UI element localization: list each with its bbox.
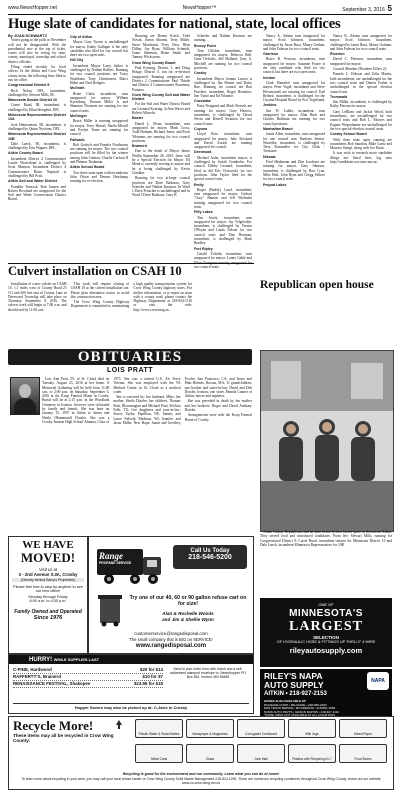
open-house-photo xyxy=(260,350,394,532)
hours-intro: Please feel free to stop by anytime to see our new office! xyxy=(13,585,83,593)
refuse-cart-icon xyxy=(97,593,125,627)
race-heading: Trommald xyxy=(330,94,348,99)
mn-ad-line-2: MINNESOTA'S xyxy=(289,608,363,619)
race-text: Lloyd Brix, incumbent, runs unopposed for mayor. Julie Stockard and David Zoradi are running unopposed for council. xyxy=(194,132,252,150)
race-heading: Aitkin School Board xyxy=(70,165,105,170)
race-text: Nancy A. Adams runs unopposed for mayor. Scott Johnson, incumbent, challenged by Jason Baca, Maury Grahan, and John Fuleson for two council seats. xyxy=(263,34,325,51)
race-text: Council Member (Borderer Effect 2): xyxy=(333,67,387,72)
race-heading: Minnesota Representative District 10A xyxy=(8,113,66,122)
we-have-moved-ad xyxy=(8,536,88,654)
riley-title-2: AUTO SUPPLY xyxy=(264,680,324,690)
race-heading: Brainerd xyxy=(132,144,147,149)
hours-days: Monday through Friday xyxy=(28,595,68,599)
race-heading: Ironton xyxy=(263,75,276,80)
recycle-bin-item: Plastic Water & Soda Bottles xyxy=(135,719,183,738)
recycle-bin-item: Newspaper & Magazines xyxy=(186,719,234,738)
range-disposal-ad xyxy=(88,536,254,654)
range-owners-1: Alan & Rochelle Woods xyxy=(162,611,214,616)
race-text: Patty Norgaard and Mark Wessels are running for mayor. Gary Heacox, incumbent, is challenged by David Nevin and Darrell Swanton for two council seats. xyxy=(194,104,252,126)
race-text: Pamela L. Dobson and Zelia Martin, both incumbents, are unchallenged for the two council seats and Denise Fraher is unchallenged in the special election council seat. xyxy=(330,72,392,94)
riley-location-line: D&S TRUCK REPAIR • MCGREGOR • 218-851-1555 xyxy=(264,706,336,711)
culvert-paragraph: The Crow Wing County Highway Department is committed to maintaining a high quality transportation system for Crow Wing County highway users. For further information, or to report an issue with a county road, please contact the Highway Department at 218-824-1110 or visit the web: http://www.crowwing.us. xyxy=(70,282,192,312)
range-phone: 218-546-5200 xyxy=(188,554,232,561)
story-paragraph: Running are Bonny Kotch, Todd Novak, Aaron Abrams, Terry Miller, Steve Marchand, Terry Ness, Blair Dillon, Jay Ryan, William Schmidt, Grant Sherman, Brian Smith and Tammy Wickstrom. xyxy=(132,34,190,60)
race-heading: Jenkins xyxy=(263,103,277,108)
recycle-bin-item: Glass xyxy=(186,744,234,763)
race-heading: Minnesota Senate District 10 xyxy=(8,98,57,103)
office-address: 3 - 2nd Avenue S.W., Crosby xyxy=(18,572,78,577)
range-email[interactable]: customerservice@rangedisposal.com xyxy=(134,631,208,636)
visit-us-text: Visit us at xyxy=(38,567,58,572)
range-offer: Try one of our 40, 60 or 90 gallon refuse cart on for size! xyxy=(129,595,247,607)
story-column-3 xyxy=(132,34,190,262)
race-heading: Congressional District 8 xyxy=(8,83,50,88)
mn-ad-line-3: LARGEST xyxy=(289,619,363,634)
address-note: (Directly behind Barry's Properties) xyxy=(12,578,84,582)
race-text: Brian Clark, incumbent, runs unopposed for mayor. William Kyrenberg, Thomas Miller Jr. and Shannon Thomsen are running for two council seats. xyxy=(70,91,128,113)
race-heading: Fifty Lakes xyxy=(194,210,213,215)
recycle-slogan: Recycling is good for the environment and our community. Learn what you can do at home! xyxy=(122,772,280,776)
recycle-bin-item: Corrugated Cardboard xyxy=(237,719,285,738)
coupon-item: C-PINE, Hardwood xyxy=(13,667,52,672)
race-text: Nancy K. Adams runs unopposed for mayor. Scott Johnson, incumbent, challenged by Jason Baca, Maury Graham, and John Fuleson for two council seats. xyxy=(330,34,392,51)
issue-date: September 3, 2016 xyxy=(342,6,385,13)
race-text: Incumbent Mayor Jeanna Larsen is challenged by Jim Hunter and Daisy Rue. Running for council are Ron Fruchter, incumbent, Roger Benzikes, Jim Tuttor and Ed Vilandre. xyxy=(194,76,252,98)
range-website[interactable]: www.rangedisposal.com xyxy=(135,643,207,649)
race-text: Running for two at-large council positions are Dave Badeaux, Gary Scheeler and Nathan Knutson. In Ward 1 Dave Pritschet is unchallenged and in Ward 3 Dave Badeaux. Gary R. xyxy=(132,176,190,198)
recycle-info: To learn more about recycling in your area, you may call your local refuse hauler or Crow Wing County Solid Waste Management 218-824-1290. There are numerous recycling containers throughout Crow Wing County, check out our website www.co.crow-wing.mn.us xyxy=(21,777,381,785)
recycle-bin-item: Milk Jugs xyxy=(288,719,336,738)
race-heading: Nisswa xyxy=(263,154,276,159)
obituary-photo xyxy=(10,377,40,415)
coupon-row xyxy=(13,681,163,688)
race-text: Gerald Tschida, incumbent, runs unopposed for mayor. Lonny Gable and two council seats. xyxy=(194,251,252,269)
republican-headline: Republican open house xyxy=(260,279,374,291)
culvert-body xyxy=(8,282,192,346)
race-heading: Garrison xyxy=(263,52,278,57)
main-headline: Huge slate of candidates for national, state, local offices xyxy=(8,16,341,32)
riley-locations xyxy=(264,700,388,716)
since-year-text: Since 1976 xyxy=(33,615,63,621)
recycle-subtitle: These items may all be recycled in Crow Wing County: xyxy=(13,733,114,744)
race-text: Jim Miller, incumbent, is challenged by Kathy Pierson for mayor. xyxy=(330,100,392,109)
race-text: Carrie Ruud, IR, incumbent, is challenged by Ellan Stenglein, DFL. xyxy=(8,103,66,112)
coupon-item: RAFFERTY'S, Brainerd xyxy=(13,674,61,679)
coupon-price: $23.95 for $15 xyxy=(133,681,163,686)
race-heading: Palisade xyxy=(70,137,85,142)
obituary-paragraph: Arrangements were with the Koop Funeral Home of Crosby. xyxy=(184,413,252,422)
family-owned-text: Family Owned and Operated xyxy=(14,609,82,615)
race-heading: Cuyuna xyxy=(194,126,208,131)
we-have-heading: WE HAVE xyxy=(22,539,74,551)
race-heading: Fort Ripley xyxy=(194,246,213,251)
race-text: Tim Anick, incumbent, runs unopposed for mayor. Jay Velgersdyk, incumbent, is challenged by Vernon O'Bryan and Linda Nelson for two council seats and Dan Brennan, incumbent, is challenged by Mark Bradley. xyxy=(194,215,252,246)
race-heading: Baxter xyxy=(132,116,144,121)
race-heading: McGrath xyxy=(70,86,85,91)
race-heading: Breezy Point xyxy=(194,43,216,48)
race-text: Incumbent Mayor Larry Sather is challenged by Nathan Rollins. Running for two council positions are Tracy Washburn, Terry Christensen, Marci Holm and Neal Rodgers. xyxy=(70,63,128,85)
race-text: With three seats open, running are incumbents Bob Saindon, Mike Goetz and Maurice Stengl, along with Joe Dunn. xyxy=(330,137,392,151)
race-heading: Hill City xyxy=(70,58,84,63)
race-heading: Manhattan Beach xyxy=(263,126,293,131)
mn-ad-line-4: SELECTION xyxy=(313,635,339,640)
race-text: Due to the death of Mayor James Wallin September 26, 2015, there will be a Special Election for Mayor. Ed Menk is currently serving as mayor and he is being challenged by Kevin Goedker. xyxy=(132,149,190,175)
race-text: Dale Lueck, IR, incumbent, is challenged by Erin Wagner, DFL. xyxy=(8,141,66,151)
race-heading: McGregor xyxy=(70,114,87,119)
coupon-price: $20 for $14 xyxy=(140,667,163,672)
site-url[interactable]: www.NewsHopper.net xyxy=(8,5,57,11)
culvert-headline: Culvert installation on CSAH 10 xyxy=(8,264,182,278)
riley-location-line: HOSES ALSO AVAILABLE AT: xyxy=(264,699,307,703)
call-us-label: Call Us Today xyxy=(190,548,230,554)
recycle-icon xyxy=(113,719,125,731)
riley-location-line: *SOME SIZES NOT AVAILABLE AT ALL LOCATIONS xyxy=(264,713,336,716)
race-text: Franklin Turnock, Bob Janzen and Robert Rowland are unopposed for the Soil and Water Conservation District Board. xyxy=(8,184,66,202)
paper-name: NewsHopper™ xyxy=(182,5,217,11)
hopper-savers-ad xyxy=(8,654,254,714)
lead-paragraph: Voters going to the polls in November will not be disappointed. With the presidential race at the top of ticket, voters will also be voting for state, county, municipal, township and school district officials. xyxy=(8,38,66,64)
republican-caption: Aitkin County Republicans had an open house in their leased space in downtown Aitkin. They served food and introduced candidates. From left: Stewart Mills, running for Congressional District 8; Carrie Ruud, incumbent senator for Minnesota District 10 and Dale Lueck, incumbent Minnesota Representative for 10B. xyxy=(260,530,392,547)
obituary-name: LOIS PRATT xyxy=(106,367,154,374)
race-text: Gary LeBlanc and Jackie Wood, both incumbents, are unchallenged for two council seats and Bob L. Moores and Eugene Wegenhamer are unchallenged for the two special election council seats. xyxy=(330,109,392,131)
race-text: Roger (Buddy) Lund, incumbent, runs unopposed for mayor. Gerhart "Gary" Hansen and Jeff Wielinski running unopposed for two council seats. xyxy=(194,187,252,209)
race-text: For the Soil and Water District Board are Leonard Koering, JoAnn Waver and Robert Albrecht. xyxy=(132,102,190,116)
recycle-bin-item: Plastics with Recycling #1-7 xyxy=(288,744,336,763)
race-heading: Crosby School Board xyxy=(330,132,367,137)
folio-rule xyxy=(8,14,392,15)
culvert-paragraph: Installation of a new culvert on CSAH 10, 1.1 miles west of County Road 25 111 and 200 feet east of County Lane in Deerwood Township will take place on Thursday, September 8, 2016. The culvert work will begin at 7:00 a.m. and should end by 11:00 a.m. xyxy=(8,282,67,312)
race-heading: Aitkin County Board xyxy=(8,151,43,156)
coupon-item: RENAISSANCE FESTIVAL, Shakopee xyxy=(13,681,91,686)
hurry-sub: WHILE SUPPLIES LAST xyxy=(53,657,100,662)
race-heading: Crow Wing County Soil and Water District xyxy=(132,92,190,102)
race-text: Incumbent District 2 Commissioner Laurie Westerlund is challenged by Scott Mattson. Incumbent District 4 Commissioner Brian Napstad is challenged by Bill Pratt. xyxy=(8,156,66,178)
coupon-row xyxy=(13,667,163,674)
race-heading: Riverton xyxy=(330,52,345,57)
race-text: David C. Peterson, incumbent, runs unopposed for mayor. xyxy=(330,57,392,66)
race-text: Jim W. Lukke, incumbent, runs unopposed for mayor. Alan Harti and Charles Hoffman are running for two council positions. xyxy=(263,108,325,126)
range-slogan: The small company that is BIG on SERVICE! xyxy=(129,637,213,642)
obituary-body xyxy=(42,377,252,533)
range-brand: Range xyxy=(99,551,124,561)
riley-website[interactable]: rileyautosupply.com xyxy=(289,646,363,655)
page-number: 5 xyxy=(387,3,392,13)
story-column-5 xyxy=(263,34,325,274)
race-text: Fred Heidmann and Don Jacobsen are running for mayor. Gary Johnson, incumbent, is challenged by Ron Cruz, Mike Holt, John Ryan and Gregg Sellner for two council seats. xyxy=(263,160,325,182)
riley-location-line: PALISADE COOP • PALISADE • 218-845-2333 xyxy=(264,702,327,707)
hours-times: 8:00 a.m. to 4:30 p.m. xyxy=(29,599,67,603)
race-text: Jamis Allen, incumbent, runs unopposed for one council seat. Barbara Jensen-Wurretke, incumbent, is challenged by Terry Kimmeller for City Clerk - Treasurer. xyxy=(263,132,325,154)
story-column-4 xyxy=(194,34,252,344)
lead-paragraph: Filing ended recently for local offices. In the Aitkin and Crow Wing county areas, the following have filed to run for office. xyxy=(8,65,66,82)
race-text: Clark Hamdorf runs unopposed for mayor. Peter Vogel, incumbent and Steve Hevenstraeft are running for council. Earl Bedard, incumbent, is challenged for the Cuyuna Hospital Board by Eric Vogelsand. xyxy=(263,80,325,103)
race-text: Rick Nolan, DFL, incumbent, challenged by Stewart Mills, IR. xyxy=(8,88,66,97)
race-heading: Emily xyxy=(194,182,204,187)
culvert-paragraph: This work will require closing of CSAH 10 at the culvert installation site. Please plan alternative routes to avoid this construction area. xyxy=(70,282,130,299)
coupon-price: $10 for $7 xyxy=(142,674,163,679)
obituary-paragraph: She was preceded in death by her mother and her brothers: Roger and David Anthony Dotzler. xyxy=(184,399,252,413)
race-text: Josh Heintzeman, IR, incumbent, is challenged by Quinn Nystrom, DFL. xyxy=(8,122,66,131)
moved-heading: MOVED! xyxy=(20,550,76,565)
race-text: Mayor Gary Tuomi is unchallenged for mayor. Kathy Galligan is the only candidate who filed for city council but there are two open seats. xyxy=(70,40,128,58)
open-house-photo-image xyxy=(261,351,393,531)
garbage-truck-icon xyxy=(95,541,167,589)
coupon-row xyxy=(13,674,163,681)
race-heading: Minnesota Representative District 10B xyxy=(8,132,66,141)
race-text: Bob Gottsch and Pamela Nordstrom are running for mayor. The two council positions will be filled by the winner among John Cannon, Charlie Carlson II and Phineas Tiedaman. xyxy=(70,142,128,165)
riley-location-line: NORD AUTO PARTS • GRAND RAPIDS • 218-327-1191 xyxy=(264,709,340,714)
race-text: Michael Aulie, incumbent mayor, is challenged by Josiah Grunholm. For council, Debby Leonard, incumbent, filed, as did Eric Ostrowski, for two positions. John Taylor filed for the special council seat. xyxy=(194,155,252,182)
byline: By JOAN SCHWARTZ xyxy=(8,34,48,38)
riley-phone: AITKIN • 218-927-2153 xyxy=(264,691,327,697)
race-heading: Crosby xyxy=(194,71,207,76)
story-column-2 xyxy=(70,34,128,262)
riley-title-1: RILEY'S NAPA xyxy=(264,671,323,681)
hurry-title: HURRY! xyxy=(29,656,53,663)
hurry-footer: Hopper Savers may also be picked up at: C-Aisle in Crosby xyxy=(13,703,249,710)
recycle-bin-item: Food Boxes xyxy=(339,744,387,763)
range-owners-2: and Jim & Shellie Wynn xyxy=(162,617,214,622)
race-heading: Aitkin Soil and Water District xyxy=(8,179,58,184)
recycle-title: Recycle More! xyxy=(13,718,94,733)
rileys-napa-ad xyxy=(260,669,392,716)
race-heading: Crosslake xyxy=(194,99,212,104)
hurry-banner xyxy=(9,655,253,664)
race-text: Bruce Miller is running unopposed for mayor. Terry Hensel, Sheila Merrill and Evelyn Tarne are running for council. xyxy=(70,119,128,137)
story-paragraph: Scheeler and Nathan Knutson are running. xyxy=(194,34,252,43)
obituary-paragraph: She is survived by: her husband, Mike; her mother, Sheila Dotzler; her children, Thomas Pratt, Bloomington and Michael Pratt, Wichita Falls, TX; five daughters and sons-in-law: Stacey Taylor, Papillion, NE; Tammy and Lance Nelsvik, Madison, WI; Jennifer and Jason Miller, New Hope; Jamie and Geoffrey Fowler, San Francisco, CA; and Jessie and Matt Holmes, Boston, MA; 11 grandchildren; one brother and sister-in-law, David and Deb Dotzler, Ironton; one sister, Pamela Conner of Aitkin; nieces and nephews. xyxy=(113,377,252,425)
race-text: Two three seats open with incumbents John Olson and Dennis Hawkamp running for re-election. xyxy=(70,170,128,184)
page-folio xyxy=(8,3,392,13)
coupon-list xyxy=(13,667,163,688)
race-text: Darrel L. Olson, incumbent, runs unopposed for mayor. Mark Cross, Todd Holman, Richard Jones, and Rock Yilemans are running for two council positions. xyxy=(132,121,190,143)
race-text: Tom Lillehei, incumbent, runs unopposed for mayor. Rebecca Ball, Gene Oelrichs, Jeff Holland, Gary A. Mitchell are running for two council positions. xyxy=(194,48,252,71)
obituary-paragraph: Lois Ann Pratt, 59, of St. Cloud died on Tuesday, August 23, 2016 at her home. A Memorial Gathering will be held from 11:00 a.m. to 2:00 p.m. on Saturday, September 3, 2016 at the Koop Funeral Home in Crosby. Burial will be at 2:15 p.m. in the Woodland Cemetery in Ironton. Services were officiated by family and friends. She was born on January 15, 1957 in Aitkin to James and Sheila (Hammond) Dotzler. She was a Crosby-Ironton High School Alumna, Class of 1975. She was a retired U.S. Air Force Veteran. She was employed with the VA Medical Center in St. Cloud as a medical coder. xyxy=(42,377,181,424)
race-heading: Pequot Lakes xyxy=(263,182,287,187)
race-heading: Crow Wing County Board xyxy=(132,60,176,65)
race-heading: Deerwood xyxy=(194,150,212,155)
race-text: Bruce R. Persson, incumbent, runs unopposed for mayor. Suzanne Foster is the only candidate who filed for city council, but there are two open seats. xyxy=(263,57,325,75)
recycle-bin-item: Mixed Paper xyxy=(339,719,387,738)
hydraulic-hose-ad xyxy=(260,598,392,667)
mn-ad-line-5: OF HYDRAULIC HOSE & FITTINGS UP THRU 2" 4 WIRE xyxy=(276,640,376,644)
story-column-6 xyxy=(330,34,392,274)
race-text: Paul Koering, District 1, and Doug Houge, District 5, run for re-election unopposed. Running unopposed are District 2 Commissioner Paul Thiede and District 4 Commissioner Rosemary Franzen. xyxy=(132,66,190,92)
recycle-bin-item: Metal Cans xyxy=(135,744,183,763)
call-us-box[interactable] xyxy=(173,545,247,569)
race-heading: City of Aitkin xyxy=(70,35,93,39)
story-column-1 xyxy=(8,34,66,262)
napa-logo: NAPA xyxy=(367,672,389,690)
recycle-bin-item: Junk Mail xyxy=(237,744,285,763)
obituaries-banner: OBITUARIES xyxy=(8,349,252,365)
range-tag: PROPANE SERVICE xyxy=(99,561,132,565)
hurry-order-note: Send in your order form with check and a self-addressed stamped envelope to: NewsHopper PO Box 562, Ironton, MN 56455 xyxy=(170,667,246,680)
mn-ad-line-1: ONE OF xyxy=(318,602,334,607)
race-text: It was wish to research more candidate filings not listed here, log onto http://candidates.sos.state.mn.us/. xyxy=(330,151,392,165)
